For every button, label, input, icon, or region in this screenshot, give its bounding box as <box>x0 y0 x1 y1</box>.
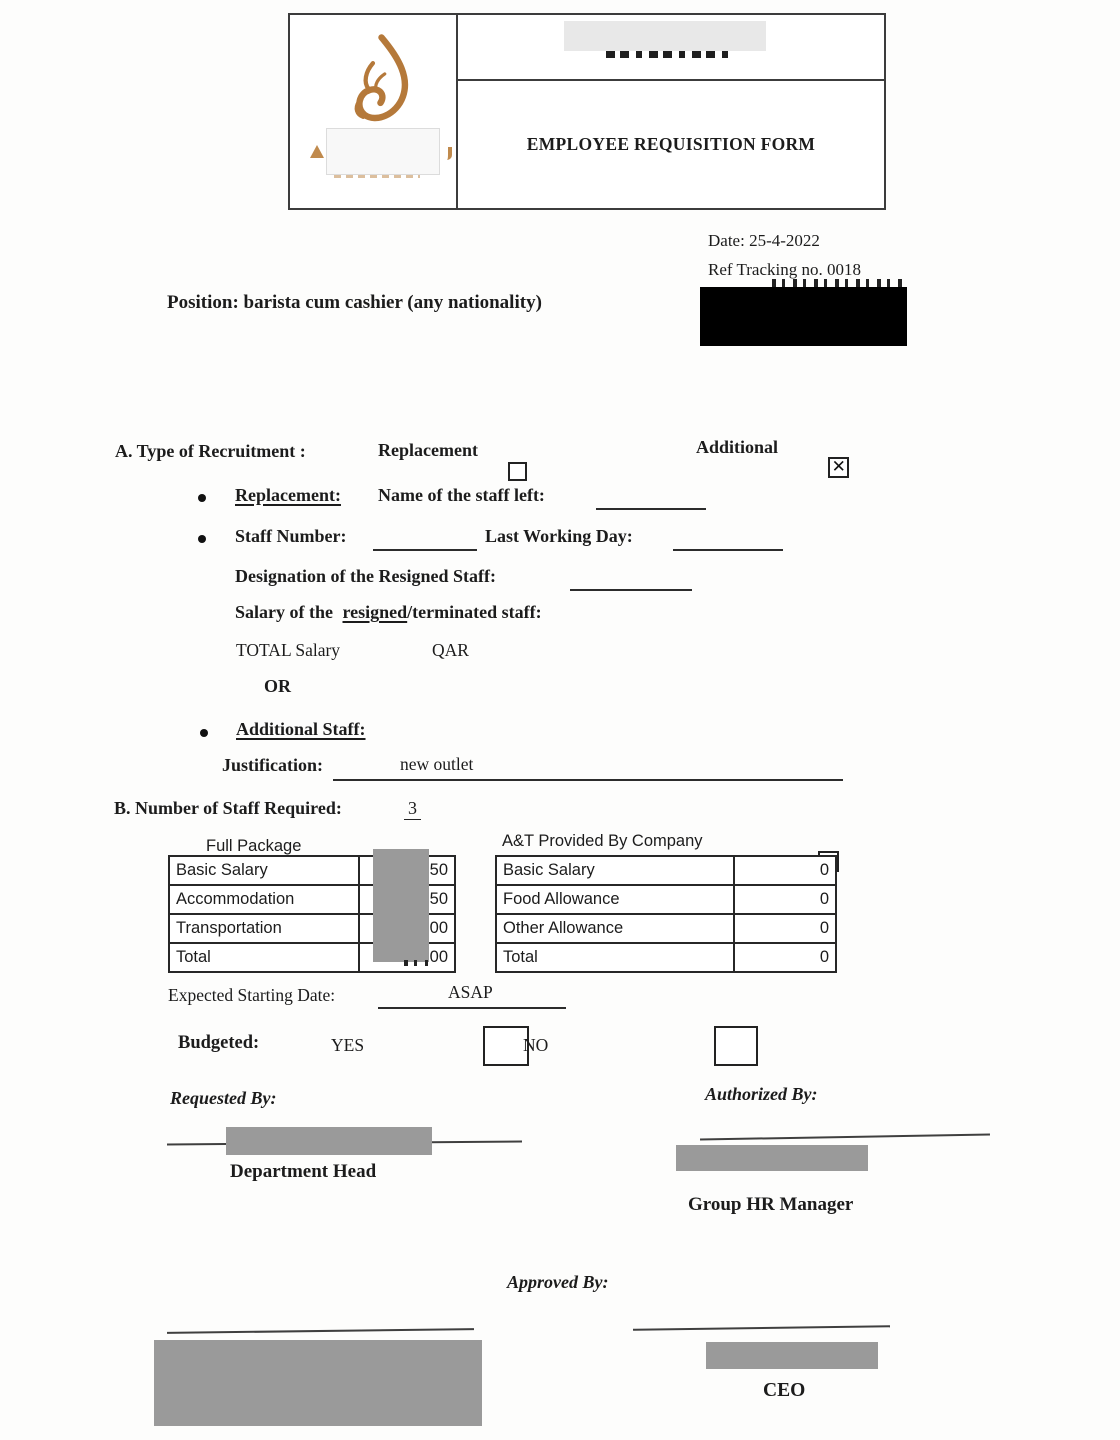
total-salary-label: TOTAL Salary <box>236 640 341 660</box>
expected-starting-date-value: ASAP <box>448 982 493 1002</box>
row-value: 0 <box>819 948 829 966</box>
partial-total-digits-tips <box>404 960 428 966</box>
approved-by-label: Approved By: <box>507 1272 609 1292</box>
row-label: Total <box>170 944 360 971</box>
row-value: 50 <box>429 861 448 879</box>
section-b-heading: B. Number of Staff Required: <box>114 798 342 818</box>
budgeted-yes-label: YES <box>331 1035 365 1055</box>
form-title-cell <box>458 81 884 208</box>
company-name-redaction-box <box>564 21 766 51</box>
approved-left-redaction-box <box>154 1340 482 1426</box>
company-name-cell <box>458 15 884 81</box>
staff-number-blank <box>373 527 477 551</box>
salary-line-pre: Salary of the <box>235 602 333 622</box>
logo-text-redaction-box <box>326 128 440 175</box>
justification-value: new outlet <box>400 754 474 774</box>
ref-tracking-line: Ref Tracking no. 0018 <box>708 260 861 279</box>
designation-blank <box>570 567 692 591</box>
additional-checkbox-checked <box>828 457 849 478</box>
logo-cell <box>290 15 458 208</box>
last-working-day-label: Last Working Day: <box>485 526 633 546</box>
staff-required-value: 3 <box>404 798 421 820</box>
black-redaction-box <box>700 287 907 346</box>
requested-by-label: Requested By: <box>170 1088 277 1108</box>
approved-right-signature-line <box>633 1325 890 1331</box>
replacement-checkbox <box>508 462 527 481</box>
approved-by-title: CEO <box>763 1380 806 1401</box>
salary-line-post: /terminated staff: <box>407 602 542 622</box>
partial-text-above-redaction <box>772 279 906 287</box>
table-row <box>497 913 835 942</box>
form-header-box <box>288 13 886 210</box>
currency-label: QAR <box>432 640 469 660</box>
budgeted-no-label: NO <box>523 1035 549 1055</box>
date-line: Date: 25-4-2022 <box>708 231 820 250</box>
row-label: Basic Salary <box>170 857 360 884</box>
budgeted-label: Budgeted: <box>178 1033 260 1053</box>
row-label: Accommodation <box>170 886 360 913</box>
salary-line <box>235 602 542 623</box>
table-row <box>497 942 835 971</box>
table-row <box>497 857 835 884</box>
salary-line-underlined: resigned <box>342 602 408 622</box>
section-a-heading: A. Type of Recruitment : <box>115 441 306 461</box>
partial-logo-text-tips <box>334 175 420 178</box>
designation-label: Designation of the Resigned Staff: <box>235 566 496 586</box>
replacement-option-label: Replacement <box>378 440 478 460</box>
name-of-staff-left-blank <box>596 486 706 510</box>
partial-logo-letter-left <box>310 145 324 158</box>
row-value: 50 <box>429 890 448 908</box>
partial-company-name-tips <box>606 51 734 58</box>
name-of-staff-left-label: Name of the staff left: <box>378 485 545 505</box>
row-label: Transportation <box>170 915 360 942</box>
requested-signature-redaction-box <box>226 1127 432 1155</box>
row-label: Total <box>497 944 735 971</box>
last-working-day-blank <box>673 527 783 551</box>
company-provided-table <box>495 855 837 973</box>
row-label: Basic Salary <box>497 857 735 884</box>
staff-number-label: Staff Number: <box>235 526 347 546</box>
justification-label: Justification: <box>222 755 323 775</box>
authorized-by-signature-line <box>700 1133 990 1140</box>
row-value: 00 <box>429 948 448 966</box>
or-label: OR <box>264 676 291 696</box>
bullet-icon <box>198 535 206 543</box>
row-value: 0 <box>819 919 829 937</box>
x-mark-icon: ✕ <box>831 457 846 477</box>
expected-starting-date-label: Expected Starting Date: <box>168 985 336 1005</box>
bullet-icon <box>198 494 206 502</box>
row-label: Other Allowance <box>497 915 735 942</box>
requested-by-title: Department Head <box>230 1161 377 1182</box>
full-package-title: Full Package <box>206 837 302 855</box>
table-row <box>497 884 835 913</box>
meta-block <box>708 226 861 284</box>
bullet-icon <box>200 729 208 737</box>
approved-left-signature-line <box>167 1328 474 1334</box>
row-label: Food Allowance <box>497 886 735 913</box>
replacement-bullet-label: Replacement: <box>235 485 341 505</box>
authorized-by-title: Group HR Manager <box>688 1194 854 1215</box>
row-value: 0 <box>819 861 829 879</box>
additional-option-label: Additional <box>696 437 779 457</box>
authorized-name-redaction-box <box>676 1145 868 1171</box>
partial-logo-letter-right <box>442 147 452 160</box>
authorized-by-label: Authorized By: <box>705 1084 818 1104</box>
section-b-heading-row <box>114 798 417 819</box>
row-value: 0 <box>819 890 829 908</box>
row-value: 00 <box>429 919 448 937</box>
budgeted-no-checkbox <box>714 1026 758 1066</box>
company-provided-title: A&T Provided By Company <box>502 832 703 850</box>
approved-name-redaction-box <box>706 1342 878 1369</box>
position-line: Position: barista cum cashier (any nationality) <box>167 292 542 313</box>
additional-staff-label: Additional Staff: <box>236 719 366 739</box>
form-title: EMPLOYEE REQUISITION FORM <box>526 134 816 154</box>
salary-values-redaction-box <box>373 849 429 962</box>
